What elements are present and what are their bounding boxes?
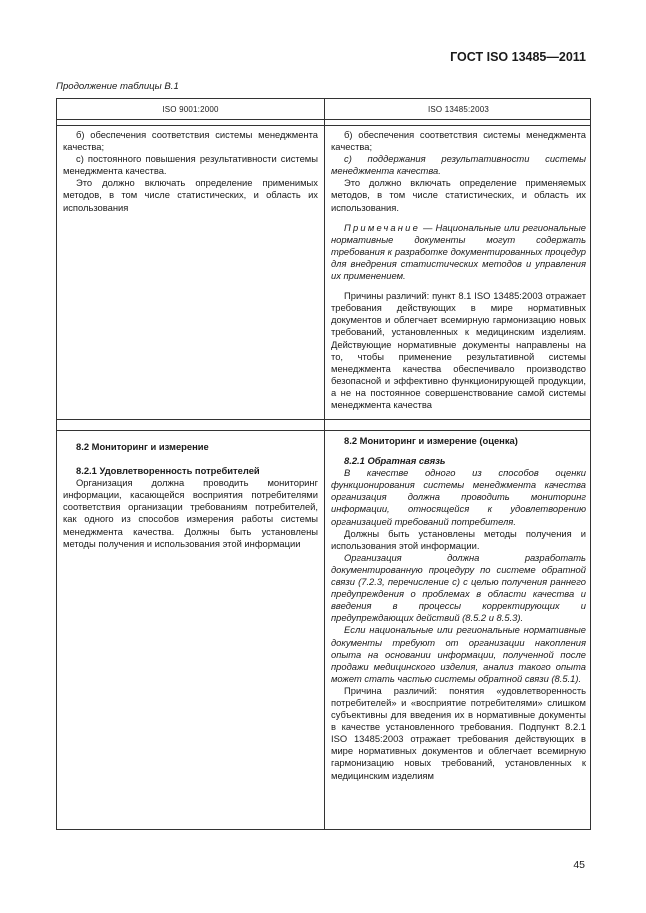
comparison-table — [56, 98, 591, 830]
document-code: ГОСТ ISO 13485—2011 — [450, 50, 586, 64]
text-paragraph: б) обеспечения соответствия системы менеджмента качества; — [63, 129, 318, 153]
table-caption: Продолжение таблицы В.1 — [56, 81, 179, 92]
text-paragraph: Должны быть установлены методы получения и использования этой информации. — [331, 527, 586, 551]
header-divider-2 — [57, 125, 590, 126]
row1-right-cell — [331, 129, 586, 411]
text-paragraph: б) обеспечения соответствия системы менеджмента качества; — [331, 129, 586, 153]
row-divider-2 — [57, 430, 590, 431]
row2-right-cell — [331, 435, 586, 782]
text-paragraph: Причина различий: понятия «удовлетворенность потребителей» и «восприятие потребителями» слишком субъективны для введения их в нормативные документы в качестве установленного требования. Подпункт 8.2.1 ISO 13485:2003 отражает требования действующих в мире нормативных документов и облегчает всемирную гармонизацию новых требований, установленных к медицинским изделиям — [331, 684, 586, 781]
row2-left-cell — [63, 441, 318, 550]
header-divider — [57, 119, 590, 120]
page-number: 45 — [573, 859, 585, 871]
text-paragraph: с) постоянного повышения результативности системы менеджмента качества. — [63, 153, 318, 177]
section-heading: 8.2 Мониторинг и измерение (оценка) — [344, 435, 518, 446]
column-header-iso13485: ISO 13485:2003 — [427, 105, 490, 114]
text-paragraph: Организация должна разработать документированную процедуру по системе обратной связи (7.2.3, перечисление с) с целью получения раннего предупреждения о проблемах в области качества и введения в процессы корректирующих и предупреждающих действий (8.5.2 и 8.5.3). — [331, 551, 586, 624]
note-text: — Национальные или региональные нормативные документы могут содержать требования к разработке документированных процедур для внедрения статистических методов и управления их применением. — [331, 221, 586, 282]
subsection-heading: 8.2.1 Удовлетворенность потребителей — [76, 465, 260, 477]
row1-left-cell — [63, 129, 318, 214]
text-paragraph: Организация должна проводить мониторинг информации, касающейся восприятия потребителями соответствия организации требованиям потребителей, как одного из способов измерения работы системы менеджмента качества. Должны быть установлены методы получения и использования этой информации — [63, 477, 318, 549]
note-label: Примечание — [344, 221, 420, 233]
text-paragraph: Это должно включать определение применимых методов, в том числе статистических, и область их использования — [63, 177, 318, 213]
note-paragraph — [331, 222, 586, 282]
text-paragraph: Это должно включать определение применяемых методов, в том числе статистических, и область их использования. — [331, 177, 586, 213]
column-divider — [324, 99, 325, 829]
row-divider — [57, 419, 590, 420]
text-paragraph: Если национальные или региональные нормативные документы требуют от организации накопления опыта на основании информации, полученной после продажи медицинского изделия, анализ такого опыта может стать частью системы обратной связи (8.5.1). — [331, 624, 586, 684]
text-paragraph: Причины различий: пункт 8.1 ISO 13485:2003 отражает требования действующих в мире нормативных документов и облегчает всемирную гармонизацию новых требований, установленных к медицинским изделиям. Действующие нормативные документы направлены на то, чтобы применение результативной системы менеджмента качества обеспечивало производство безопасной и эффективно функционирующей продукции, а не на постоянное совершенствование самой системы менеджмента качества — [331, 290, 586, 410]
text-paragraph: с) поддержания результативности системы менеджмента качества. — [331, 153, 586, 177]
text-paragraph: В качестве одного из способов оценки функционирования системы менеджмента качества организация должна проводить мониторинг информации, относящейся к удовлетворению организацией требований потребителя. — [331, 467, 586, 527]
subsection-heading: 8.2.1 Обратная связь — [344, 455, 446, 467]
column-header-iso9001: ISO 9001:2000 — [162, 105, 219, 114]
section-heading: 8.2 Мониторинг и измерение — [76, 441, 209, 452]
